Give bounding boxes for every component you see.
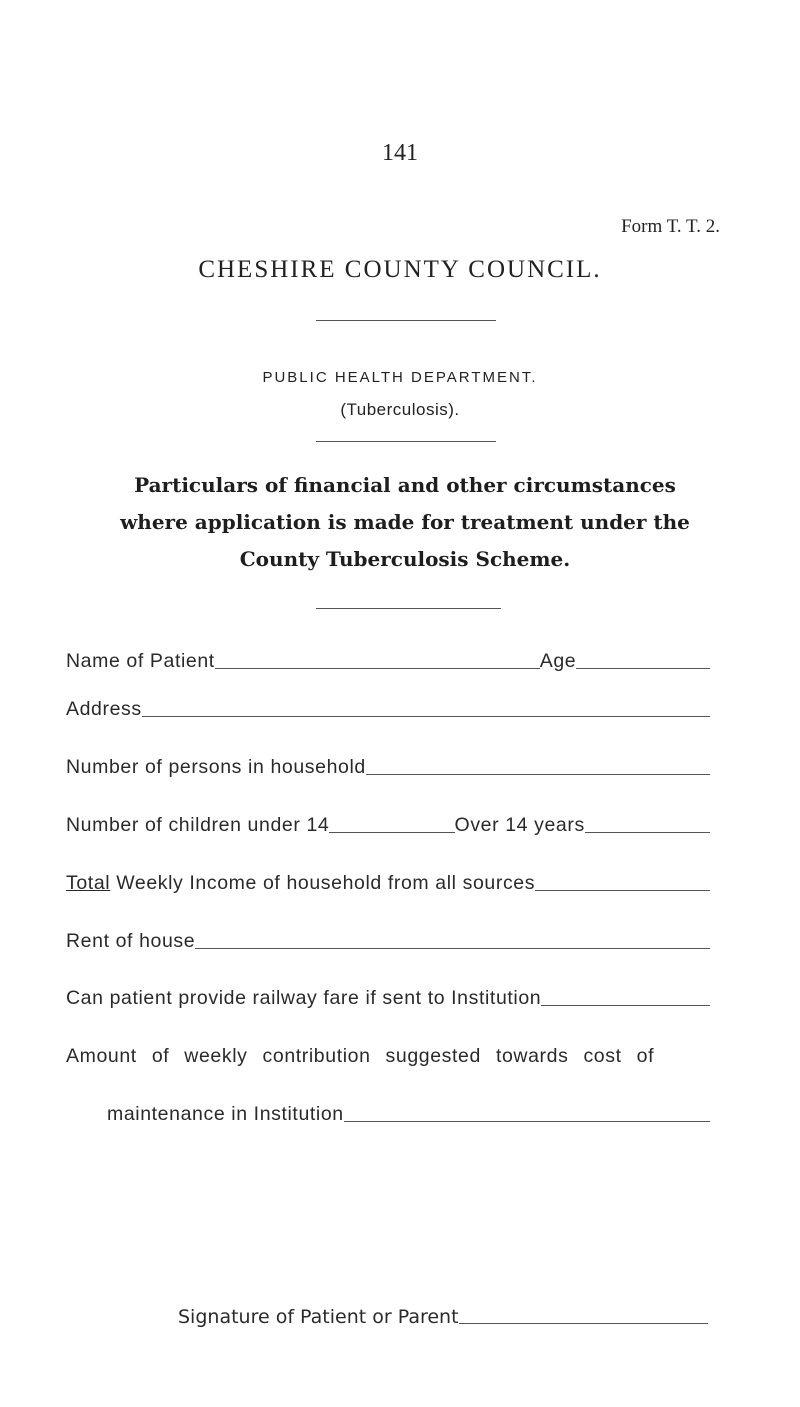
railway-label: Can patient provide railway fare if sent to Institution bbox=[66, 987, 542, 1009]
household-row bbox=[66, 756, 710, 779]
over-14-field[interactable] bbox=[585, 832, 710, 833]
maintenance-row bbox=[107, 1103, 710, 1126]
signature-row bbox=[178, 1306, 708, 1328]
income-label-rest: Weekly Income of household from all sources bbox=[110, 872, 536, 894]
patient-name-row bbox=[66, 650, 710, 673]
divider bbox=[316, 608, 501, 609]
household-field[interactable] bbox=[366, 774, 710, 775]
subdepartment-title: (Tuberculosis). bbox=[340, 400, 460, 419]
maintenance-field[interactable] bbox=[344, 1121, 710, 1122]
income-row bbox=[66, 872, 710, 895]
railway-row bbox=[66, 987, 710, 1010]
address-field[interactable] bbox=[142, 716, 710, 717]
signature-label: Signature of Patient or Parent bbox=[178, 1306, 459, 1328]
over-14-label: Over 14 years bbox=[454, 814, 585, 836]
household-label: Number of persons in household bbox=[66, 756, 366, 778]
patient-name-label: Name of Patient bbox=[66, 650, 215, 672]
form-heading: Particulars of financial and other circumstances where application is made for treatment under the County Tuberculosis Scheme. bbox=[120, 473, 690, 571]
council-title: CHESHIRE COUNTY COUNCIL. bbox=[198, 256, 602, 283]
signature-field[interactable] bbox=[459, 1323, 708, 1324]
address-row bbox=[66, 698, 710, 721]
age-label: Age bbox=[539, 650, 577, 672]
rent-field[interactable] bbox=[195, 948, 710, 949]
page-number: 141 bbox=[382, 140, 418, 166]
rent-label: Rent of house bbox=[66, 930, 196, 952]
divider bbox=[316, 320, 496, 321]
children-under-label: Number of children under 14 bbox=[66, 814, 330, 836]
divider bbox=[316, 441, 496, 442]
income-label bbox=[66, 872, 535, 895]
age-field[interactable] bbox=[576, 668, 710, 669]
address-label: Address bbox=[66, 698, 142, 720]
form-code: Form T. T. 2. bbox=[621, 216, 720, 237]
maintenance-label: maintenance in Institution bbox=[107, 1103, 344, 1125]
contribution-label: Amount of weekly contribution suggested towards cost of bbox=[66, 1045, 655, 1067]
children-under-field[interactable] bbox=[329, 832, 454, 833]
patient-name-field[interactable] bbox=[215, 668, 540, 669]
income-label-total: Total bbox=[66, 872, 111, 894]
children-row bbox=[66, 814, 710, 837]
contribution-row bbox=[66, 1045, 734, 1068]
income-field[interactable] bbox=[535, 890, 710, 891]
railway-field[interactable] bbox=[541, 1005, 710, 1006]
department-title: PUBLIC HEALTH DEPARTMENT. bbox=[262, 369, 538, 386]
rent-row bbox=[66, 930, 710, 953]
